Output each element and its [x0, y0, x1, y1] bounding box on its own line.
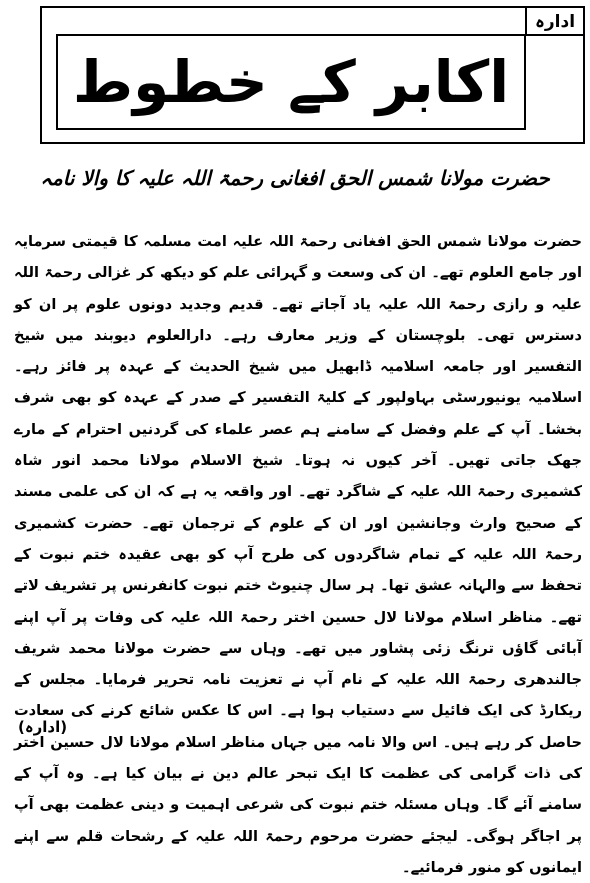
article-body: [14, 226, 582, 883]
article-subtitle: حضرت مولانا شمس الحق افغانی رحمۃ اللہ علیہ کا والا نامہ: [40, 166, 550, 190]
section-tag: ادارہ: [525, 8, 583, 36]
masthead-frame: [40, 6, 585, 144]
page-title: اکابر کے خطوط: [56, 34, 526, 130]
signoff: (ادارہ): [18, 718, 68, 736]
body-paragraph: حضرت مولانا شمس الحق افغانی رحمۃ اللہ علیہ امت مسلمہ کا قیمتی سرمایہ اور جامع العلوم تھے۔ ان کی وسعت و گہرائی علم کو دیکھ کر غزالی رحمۃ اللہ علیہ و رازی رحمۃ اللہ علیہ یاد آجاتے تھے۔ قدیم وجدید دونوں علوم پر ان کو دسترس تھی۔ بلوچستان کے وزیر معارف رہے۔ دارالعلوم دیوبند میں شیخ التفسیر اور جامعہ اسلامیہ ڈابھیل میں شیخ الحدیث کے عہدہ پر فائز رہے۔ اسلامیہ یونیورسٹی بہاولپور کے کلیۃ التفسیر کے صدر کے عہدہ کو بھی شرف بخشا۔ آپ کے علم وفضل کے سامنے ہم عصر علماء کی گردنیں احترام کے مارے جھک جاتی تھیں۔ آخر کیوں نہ ہوتا۔ شیخ الاسلام مولانا محمد انور شاہ کشمیری رحمۃ اللہ علیہ کے شاگرد تھے۔ اور واقعہ یہ ہے کہ ان کی علمی مسند کے صحیح وارث وجانشین اور ان کے علوم کے ترجمان تھے۔ حضرت کشمیری رحمۃ اللہ علیہ کے تمام شاگردوں کی طرح آپ کو بھی عقیدہ ختم نبوت کے تحفظ سے والہانہ عشق تھا۔ ہر سال چنیوٹ ختم نبوت کانفرنس پر تشریف لاتے تھے۔ مناظر اسلام مولانا لال حسین اختر رحمۃ اللہ علیہ کی وفات پر آپ اپنے آبائی گاؤں ترنگ زئی پشاور میں تھے۔ وہاں سے حضرت مولانا محمد شریف جالندھری رحمۃ اللہ علیہ کے نام آپ نے تعزیت نامہ تحریر فرمایا۔ مجلس کے ریکارڈ کی ایک فائیل سے دستیاب ہوا ہے۔ اس کا عکس شائع کرنے کی سعادت حاصل کر رہے ہیں۔ اس والا نامہ میں جہاں مناظر اسلام مولانا لال حسین اختر کی ذات گرامی کی عظمت کا ایک تبحر عالم دین نے بیان کیا ہے۔ وہ آپ کے سامنے آئے گا۔ وہاں مسئلہ ختم نبوت کی شرعی اہمیت و دینی عظمت بھی آپ پر اجاگر ہوگی۔ لیجئے حضرت مرحوم رحمۃ اللہ علیہ کے رشحات قلم سے اپنے ایمانوں کو منور فرمائیے۔: [14, 233, 582, 876]
